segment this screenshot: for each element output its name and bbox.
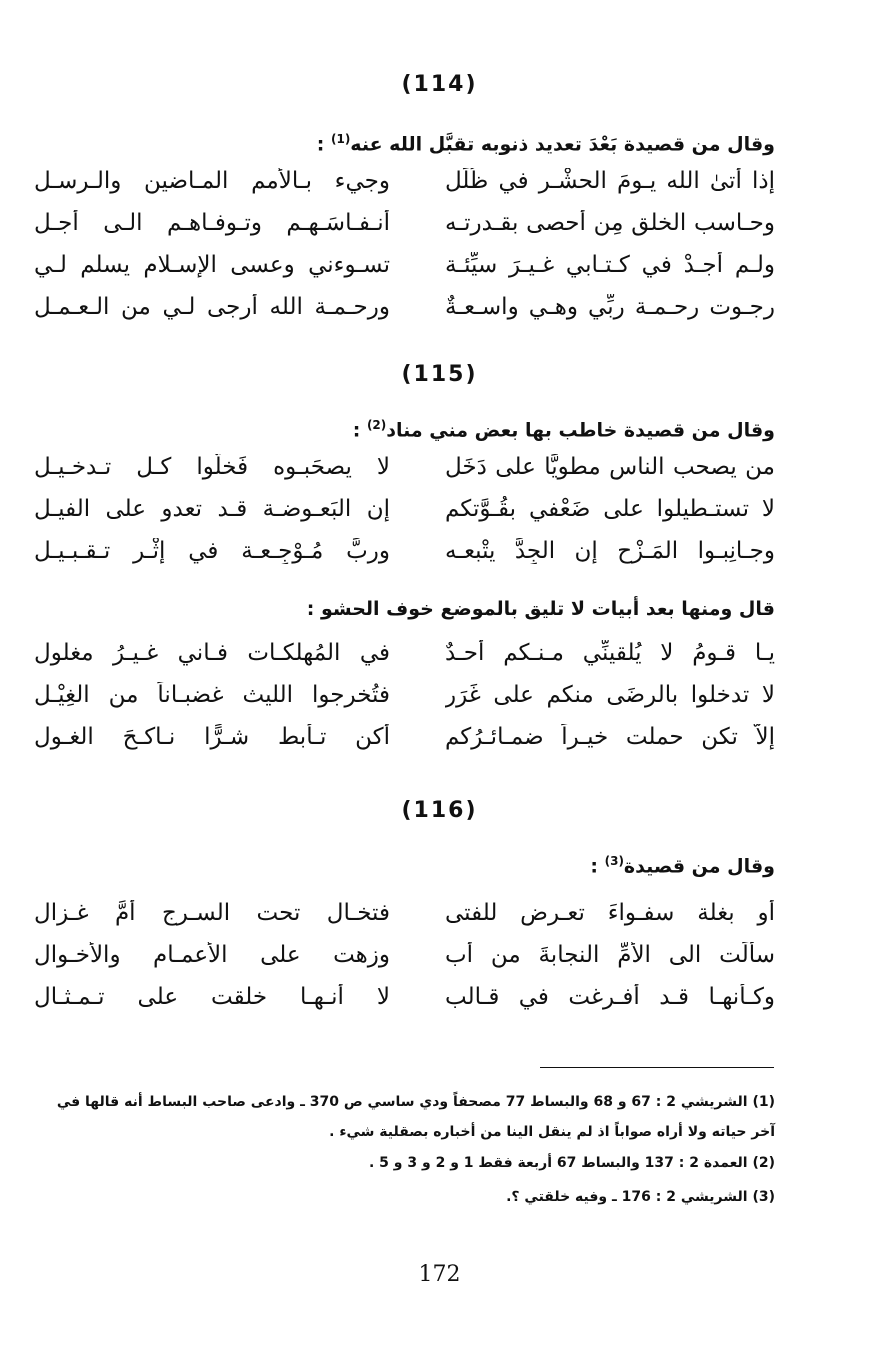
verse-hemistich-second: تسـوءني وعسى الإسـلام يسلم لـي [34, 252, 390, 278]
footnote-ref: (3) [604, 854, 624, 868]
poem-number: (116) [401, 798, 478, 823]
poem-intro-secondary: قال ومنها بعد أبيات لا تليق بالموضع خوف الحشو : [306, 598, 775, 620]
verse-hemistich-first: لا تدخلوا بالرضَى منكم على غَرَر [445, 682, 775, 708]
verse-line [0, 454, 879, 494]
verse-hemistich-first: لا تستـطيلوا على ضَعْفي بقُـوَّتكم [445, 496, 775, 522]
page-number: 172 [418, 1262, 461, 1287]
verse-hemistich-first: يـا قـومُ لا يُلقينِّي مـنـكم أحـدٌ [445, 640, 775, 666]
footnote: (1) الشريشي 2 : 67 و 68 والبساط 77 مصحفاً ودي ساسي ص 370 ـ وادعى صاحب البساط أنه قالها في [56, 1094, 775, 1110]
verse-hemistich-first: من يصحب الناس مطويًّا على دَخَل [445, 454, 775, 480]
poem-number: (114) [401, 72, 478, 97]
verse-hemistich-second: فتُخرِجوا الليث غضبـاناً من الغِيْـل [34, 682, 390, 708]
verse-hemistich-second: وجيء بـالأمم المـاضين والـرسـل [34, 168, 390, 194]
verse-hemistich-first: ولـم أجـدْ في كـتـابي غـيـرَ سيِّئـة [445, 252, 775, 278]
verse-hemistich-second: وربَّ مُـوْجِـعـة في إثْـر تـقـبـيـل [34, 538, 390, 564]
poem-intro-text: وقال من قصيدة بَعْدَ تعديد ذنوبه تقبَّل الله عنه [350, 133, 775, 156]
verse-hemistich-first: رجـوت رحـمـة ربِّي وهـي واسـعـةٌ [445, 294, 775, 320]
verse-line [0, 900, 879, 940]
verse-hemistich-second: أكن تـأبط شـرًّا نـاكـحَ الغـول [34, 724, 390, 750]
verse-line [0, 252, 879, 292]
footnote: (2) العمدة 2 : 137 والبساط 67 أربعة فقط 1 و 2 و 3 و 5 . [368, 1155, 775, 1171]
verse-line [0, 984, 879, 1024]
verse-hemistich-first: وحـاسب الخلق مِن أحصى بقـدرتـه [445, 210, 775, 236]
verse-line [0, 724, 879, 764]
verse-hemistich-second: لا أنـهـا خلقت على تـمـثـال [34, 984, 390, 1010]
verse-hemistich-second: وزهت على الأعمـام والأخـوال [34, 942, 390, 968]
verse-hemistich-second: إن البَعـوضـة قـد تعدو على الفيـل [34, 496, 390, 522]
verse-hemistich-first: أو بغلة سفـواءَ تعـرض للفتى [445, 900, 775, 926]
poem-intro-text: وقال من قصيدة [623, 855, 775, 878]
verse-hemistich-second: فتخـال تحت السـرج أمَّ غـزال [34, 900, 390, 926]
verse-line [0, 210, 879, 250]
footnote-continuation: آخر حياته ولا أراه صواباً اذ لم ينقل الينا من أخباره بصقلية شيء . [329, 1124, 775, 1140]
verse-line [0, 496, 879, 536]
verse-hemistich-first: وجـانِبـوا المَـزْح إن الجِدَّ يتْبعـه [445, 538, 775, 564]
verse-hemistich-second: ورحـمـة الله أرجى لـي من الـعـمـل [34, 294, 390, 320]
verse-line [0, 168, 879, 208]
verse-hemistich-second: في المُهلكـات فـاني غـيـرُ مغلول [34, 640, 390, 666]
footnote-ref: (1) [330, 132, 351, 146]
poem-number: (115) [401, 362, 478, 387]
verse-line [0, 294, 879, 334]
verse-line [0, 538, 879, 578]
poem-intro-end: : [590, 855, 605, 878]
footnote-divider [540, 1067, 774, 1068]
verse-line [0, 942, 879, 982]
verse-hemistich-first: سأَلَت الى الأمِّ النجابةَ من أب [445, 942, 775, 968]
poem-intro-end: : [316, 133, 331, 156]
verse-line [0, 682, 879, 722]
poem-intro [353, 418, 775, 441]
poem-intro-end: : [352, 419, 367, 442]
poem-intro [317, 132, 775, 155]
poem-intro-text: وقال من قصيدة خاطب بها بعض مني مناد [386, 419, 775, 442]
verse-hemistich-first: إذا أتىٰ الله يـومَ الحشْـرِ في ظُلَل [445, 168, 775, 194]
footnote-ref: (2) [366, 418, 387, 432]
verse-hemistich-first: إلاَّ تكن حملت خيـراً ضمـائـرُكم [445, 724, 775, 750]
footnote: (3) الشريشي 2 : 176 ـ وفيه خلقتي ؟. [506, 1189, 775, 1205]
verse-line [0, 640, 879, 680]
verse-hemistich-first: وكـأنهـا قـد أفـرغت في قـالب [445, 984, 775, 1010]
verse-hemistich-second: لا يصحَبـوه فَخلُّوا كـل تـدخـيـل [34, 454, 390, 480]
poem-intro [590, 854, 775, 877]
verse-hemistich-second: أنـفـاسَـهـم وتـوفـاهـم الـى أجـل [34, 210, 390, 236]
